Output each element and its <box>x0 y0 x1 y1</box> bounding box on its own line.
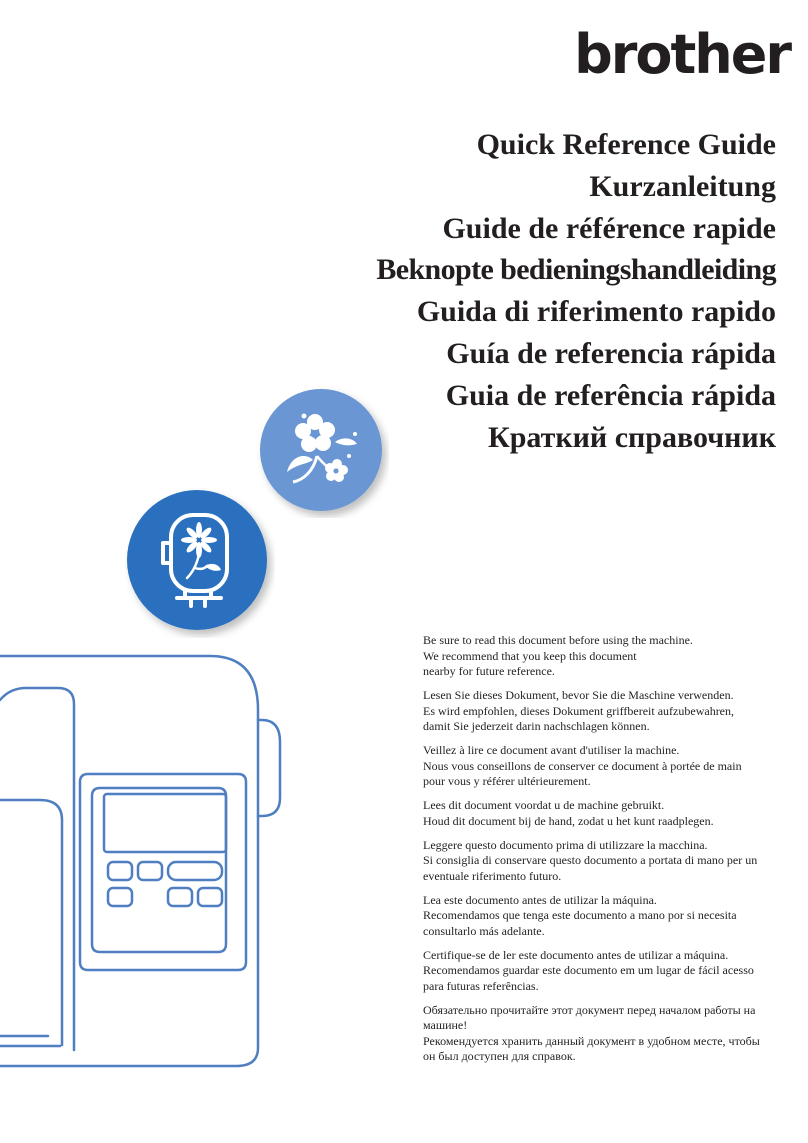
note-german: Lesen Sie dieses Dokument, bevor Sie die Maschine verwenden. Es wird empfohlen, dieses Dokument griffbereit aufzubewahren, damit Sie jederzeit darin nachschlagen können. <box>423 688 735 733</box>
note-italian: Leggere questo documento prima di utilizzare la macchina. Si consiglia di conservare questo documento a portata di mano per un eventuale riferimento futuro. <box>423 837 758 883</box>
embroidery-design-icon <box>257 386 389 523</box>
note-portuguese: Certifique-se de ler este documento antes de utilizar a máquina. Recomendamos guardar este documento em um lugar de fácil acesso para futuras referências. <box>423 947 754 993</box>
note-french: Veillez à lire ce document avant d'utiliser la machine. Nous vous conseillons de conserver ce document à portée de main pour vous y référer ultérieurement. <box>423 743 742 788</box>
note-dutch: Lees dit document voordat u de machine gebruikt. Houd dit document bij de hand, zodat u het kunt raadplegen. <box>423 798 714 828</box>
title-italian: Guida di riferimento rapido <box>416 295 776 329</box>
title-russian: Краткий справочник <box>487 420 776 454</box>
title-english: Quick Reference Guide <box>476 128 776 161</box>
title-french: Guide de référence rapide <box>442 211 776 245</box>
title-german: Kurzanleitung <box>589 169 776 203</box>
usage-notes <box>423 633 793 1073</box>
note-english: Be sure to read this document before using the machine. We recommend that you keep this document nearby for future reference. <box>423 633 693 678</box>
title-portuguese: Guia de referência rápida <box>445 378 776 412</box>
note-russian: Обязательно прочитайте этот документ перед началом работы на машине! Рекомендуется хранить данный документ в удобном месте, чтобы он был доступен для справок. <box>423 1002 760 1063</box>
title-dutch: Beknopte bedieningshandleiding <box>376 253 776 287</box>
note-spanish: Lea este documento antes de utilizar la máquina. Recomendamos que tenga este documento a mano por si necesita consultarlo más adelante. <box>423 892 737 938</box>
title-list <box>376 124 776 458</box>
sewing-machine-illustration <box>0 640 300 1075</box>
brother-logo: brother <box>574 23 790 86</box>
title-spanish: Guía de referencia rápida <box>446 336 776 370</box>
embroidery-frame-icon <box>125 488 275 643</box>
